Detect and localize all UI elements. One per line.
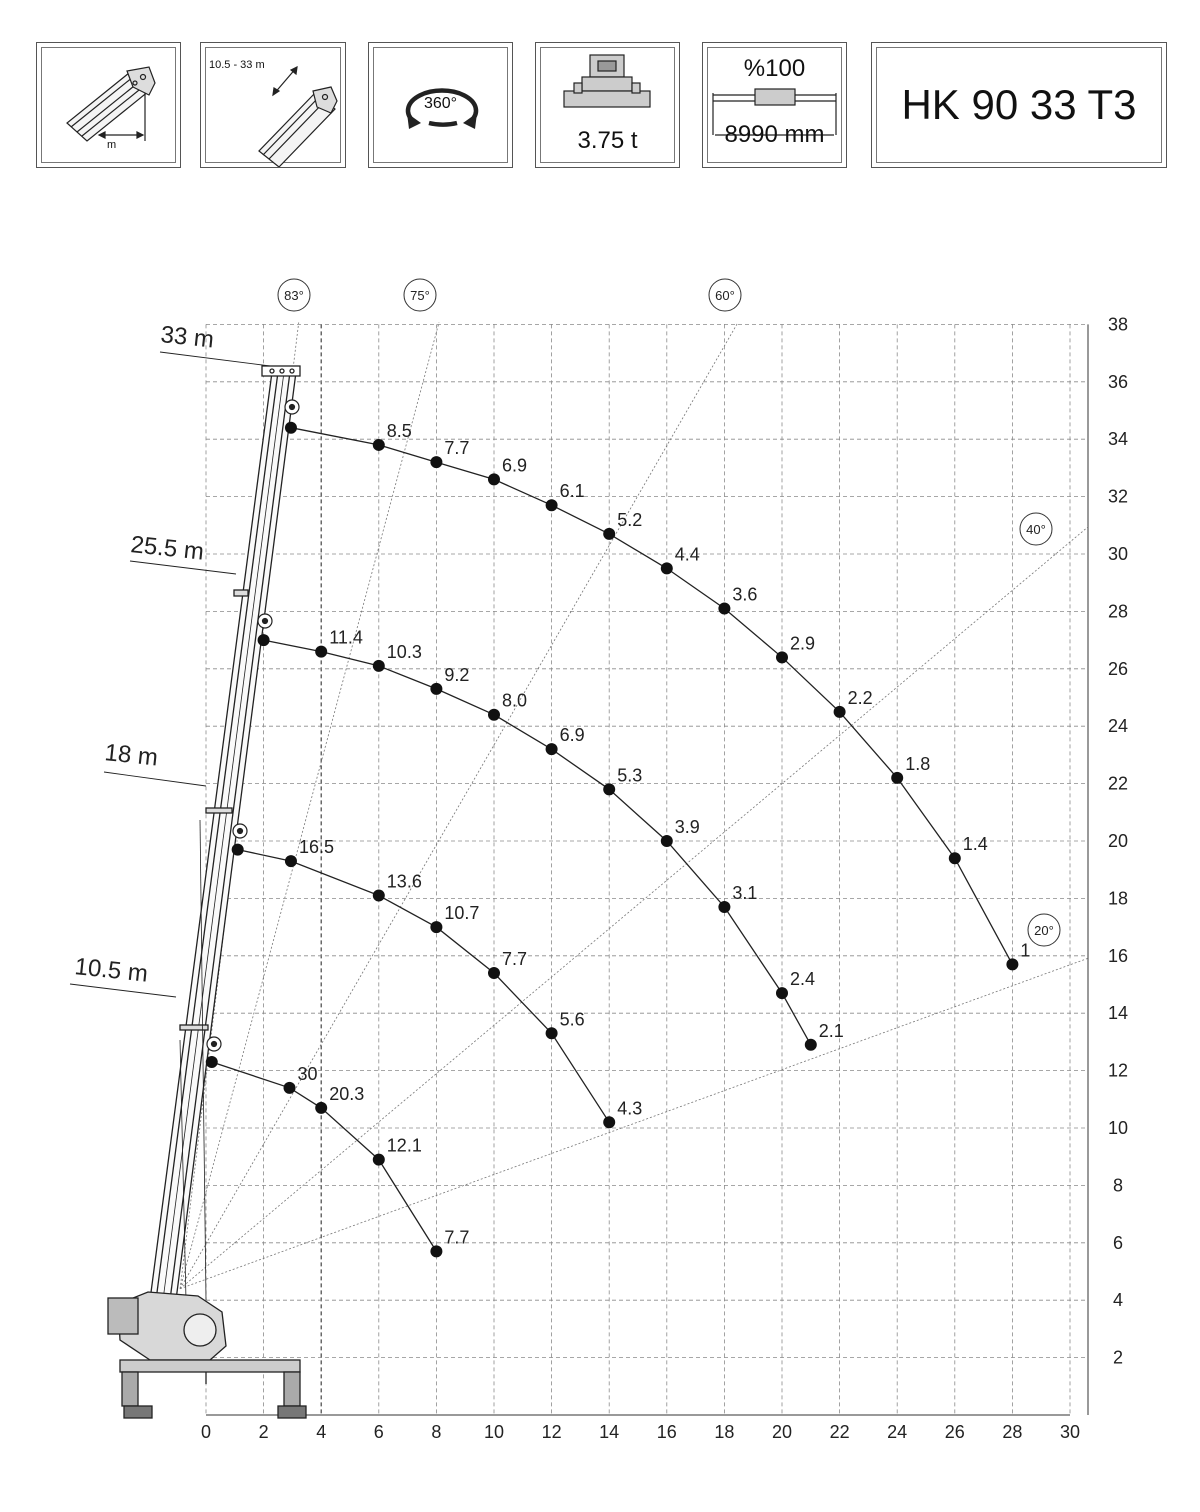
load-point bbox=[232, 844, 244, 856]
boom-length-leader bbox=[70, 984, 176, 997]
angle-label: 75° bbox=[410, 288, 430, 303]
load-point bbox=[546, 1027, 558, 1039]
angle-line bbox=[180, 958, 1088, 1288]
x-tick-label: 30 bbox=[1059, 1422, 1081, 1442]
load-point bbox=[546, 499, 558, 511]
y-tick-label: 26 bbox=[1107, 658, 1129, 679]
crane-illustration bbox=[108, 366, 306, 1418]
x-tick-label: 26 bbox=[944, 1422, 965, 1442]
x-tick-label: 28 bbox=[1002, 1422, 1023, 1442]
boom-length-label: 10.5 m bbox=[73, 953, 150, 988]
boom-length-label: 18 m bbox=[103, 739, 160, 772]
load-point bbox=[603, 783, 615, 795]
load-capacity-label: 2.2 bbox=[847, 687, 873, 708]
load-point bbox=[661, 835, 673, 847]
boom-length-label: 33 m bbox=[159, 321, 216, 354]
load-point bbox=[258, 634, 270, 646]
load-point bbox=[776, 987, 788, 999]
boom-length-label: 25.5 m bbox=[129, 531, 206, 566]
load-point bbox=[284, 1082, 296, 1094]
load-capacity-label: 3.6 bbox=[732, 584, 758, 605]
load-capacity-label: 1.8 bbox=[905, 753, 931, 774]
y-tick-label: 38 bbox=[1107, 314, 1129, 335]
load-point bbox=[603, 528, 615, 540]
load-point bbox=[488, 709, 500, 721]
load-capacity-label: 3.1 bbox=[732, 883, 758, 904]
load-capacity-label: 20.3 bbox=[329, 1083, 365, 1104]
x-tick-label: 8 bbox=[431, 1422, 442, 1442]
load-point bbox=[206, 1056, 218, 1068]
load-capacity-label: 6.9 bbox=[502, 455, 528, 476]
y-tick-label: 36 bbox=[1107, 371, 1129, 392]
load-point bbox=[603, 1116, 615, 1128]
x-tick-label: 12 bbox=[541, 1422, 562, 1442]
load-point bbox=[776, 651, 788, 663]
angle-label: 40° bbox=[1026, 522, 1046, 537]
load-point bbox=[430, 1245, 442, 1257]
load-curve-line bbox=[264, 640, 811, 1045]
load-point bbox=[373, 660, 385, 672]
load-point bbox=[430, 456, 442, 468]
x-tick-label: 2 bbox=[258, 1422, 269, 1442]
axis-ticks bbox=[201, 314, 1128, 1442]
x-tick-label: 6 bbox=[373, 1422, 384, 1442]
load-capacity-label: 12.1 bbox=[386, 1135, 422, 1156]
model-name: HK 90 33 T3 bbox=[901, 81, 1137, 128]
load-curves bbox=[206, 421, 1031, 1257]
load-capacity-label: 6.9 bbox=[559, 725, 585, 746]
load-point bbox=[285, 855, 297, 867]
load-capacity-label: 7.7 bbox=[444, 1227, 470, 1248]
load-capacity-label: 16.5 bbox=[298, 837, 335, 858]
load-curve-line bbox=[212, 1062, 437, 1251]
load-point bbox=[805, 1039, 817, 1051]
y-tick-label: 12 bbox=[1107, 1060, 1129, 1081]
angle-label: 83° bbox=[284, 288, 304, 303]
load-point bbox=[546, 743, 558, 755]
load-point bbox=[949, 852, 961, 864]
load-point bbox=[373, 1154, 385, 1166]
load-curve-line bbox=[238, 850, 610, 1123]
x-tick-label: 16 bbox=[656, 1422, 677, 1442]
load-capacity-label: 10.7 bbox=[444, 903, 480, 924]
angle-line bbox=[180, 527, 1088, 1289]
y-tick-label: 34 bbox=[1107, 429, 1129, 450]
x-tick-label: 0 bbox=[200, 1422, 212, 1442]
load-capacity-label: 11.4 bbox=[329, 627, 363, 648]
load-point bbox=[718, 901, 730, 913]
y-tick-label: 10 bbox=[1107, 1118, 1129, 1138]
load-point bbox=[891, 772, 903, 784]
reach-unit-label: m bbox=[107, 139, 117, 151]
load-capacity-label: 13.6 bbox=[386, 871, 422, 892]
y-tick-label: 28 bbox=[1107, 601, 1129, 622]
y-tick-label: 16 bbox=[1107, 945, 1129, 966]
load-capacity-label: 1.4 bbox=[962, 834, 988, 855]
x-tick-label: 18 bbox=[714, 1422, 735, 1442]
load-capacity-label: 30 bbox=[297, 1063, 318, 1084]
load-capacity-label: 4.4 bbox=[674, 544, 700, 565]
load-point bbox=[488, 967, 500, 979]
y-tick-label: 4 bbox=[1112, 1290, 1124, 1311]
y-tick-label: 8 bbox=[1112, 1175, 1124, 1196]
angle-label: 20° bbox=[1034, 923, 1054, 938]
rotation-label: 360° bbox=[423, 95, 458, 112]
load-capacity-label: 3.9 bbox=[674, 817, 700, 837]
x-tick-label: 22 bbox=[829, 1422, 850, 1442]
load-capacity-label: 5.2 bbox=[617, 509, 643, 530]
load-point bbox=[1006, 958, 1018, 970]
load-point bbox=[315, 1102, 327, 1114]
load-capacity-label: 10.3 bbox=[386, 641, 422, 662]
x-tick-label: 4 bbox=[316, 1422, 327, 1442]
load-point bbox=[718, 603, 730, 615]
load-capacity-label: 8.0 bbox=[502, 690, 528, 711]
x-tick-label: 20 bbox=[771, 1422, 793, 1442]
load-capacity-label: 5.3 bbox=[617, 765, 643, 786]
load-capacity-label: 1 bbox=[1020, 940, 1031, 961]
x-tick-label: 10 bbox=[483, 1422, 505, 1442]
load-capacity-label: 9.2 bbox=[444, 664, 470, 685]
load-capacity-label: 2.1 bbox=[818, 1020, 844, 1041]
load-capacity-label: 7.7 bbox=[502, 949, 528, 970]
load-point bbox=[373, 890, 385, 902]
load-capacity-label: 5.6 bbox=[559, 1009, 585, 1030]
load-point bbox=[373, 439, 385, 451]
load-curve-series bbox=[258, 628, 844, 1051]
load-point bbox=[285, 422, 297, 434]
load-capacity-label: 4.3 bbox=[617, 1098, 643, 1119]
stabilizer-span-label: 8990 mm bbox=[724, 121, 825, 148]
load-point bbox=[430, 683, 442, 695]
load-point bbox=[834, 706, 846, 718]
load-capacity-label: 2.4 bbox=[790, 969, 816, 990]
chart-grid bbox=[206, 324, 1088, 1415]
extension-range-label: 10.5 - 33 m bbox=[209, 59, 265, 71]
load-capacity-label: 8.5 bbox=[386, 420, 412, 441]
stabilizer-percent-label: %100 bbox=[743, 55, 806, 82]
load-capacity-label: 2.9 bbox=[790, 633, 816, 654]
load-point bbox=[488, 473, 500, 485]
x-tick-label: 14 bbox=[599, 1422, 620, 1442]
boom-length-leader bbox=[160, 352, 270, 366]
y-tick-label: 32 bbox=[1107, 486, 1129, 507]
y-tick-label: 30 bbox=[1107, 544, 1129, 564]
load-point bbox=[430, 921, 442, 933]
load-capacity-label: 7.7 bbox=[444, 438, 470, 459]
angle-label: 60° bbox=[715, 288, 735, 303]
load-point bbox=[661, 562, 673, 574]
boom-length-leader bbox=[104, 772, 206, 786]
crane-weight-label: 3.75 t bbox=[577, 127, 638, 154]
y-tick-label: 20 bbox=[1107, 831, 1129, 851]
x-tick-label: 24 bbox=[887, 1422, 908, 1442]
y-tick-label: 6 bbox=[1112, 1232, 1124, 1253]
y-tick-label: 18 bbox=[1107, 888, 1129, 909]
y-tick-label: 22 bbox=[1107, 773, 1129, 794]
y-tick-label: 14 bbox=[1107, 1003, 1129, 1024]
load-capacity-label: 6.1 bbox=[559, 481, 585, 502]
y-tick-label: 24 bbox=[1107, 716, 1129, 737]
load-point bbox=[315, 646, 327, 658]
y-tick-label: 2 bbox=[1112, 1347, 1124, 1368]
